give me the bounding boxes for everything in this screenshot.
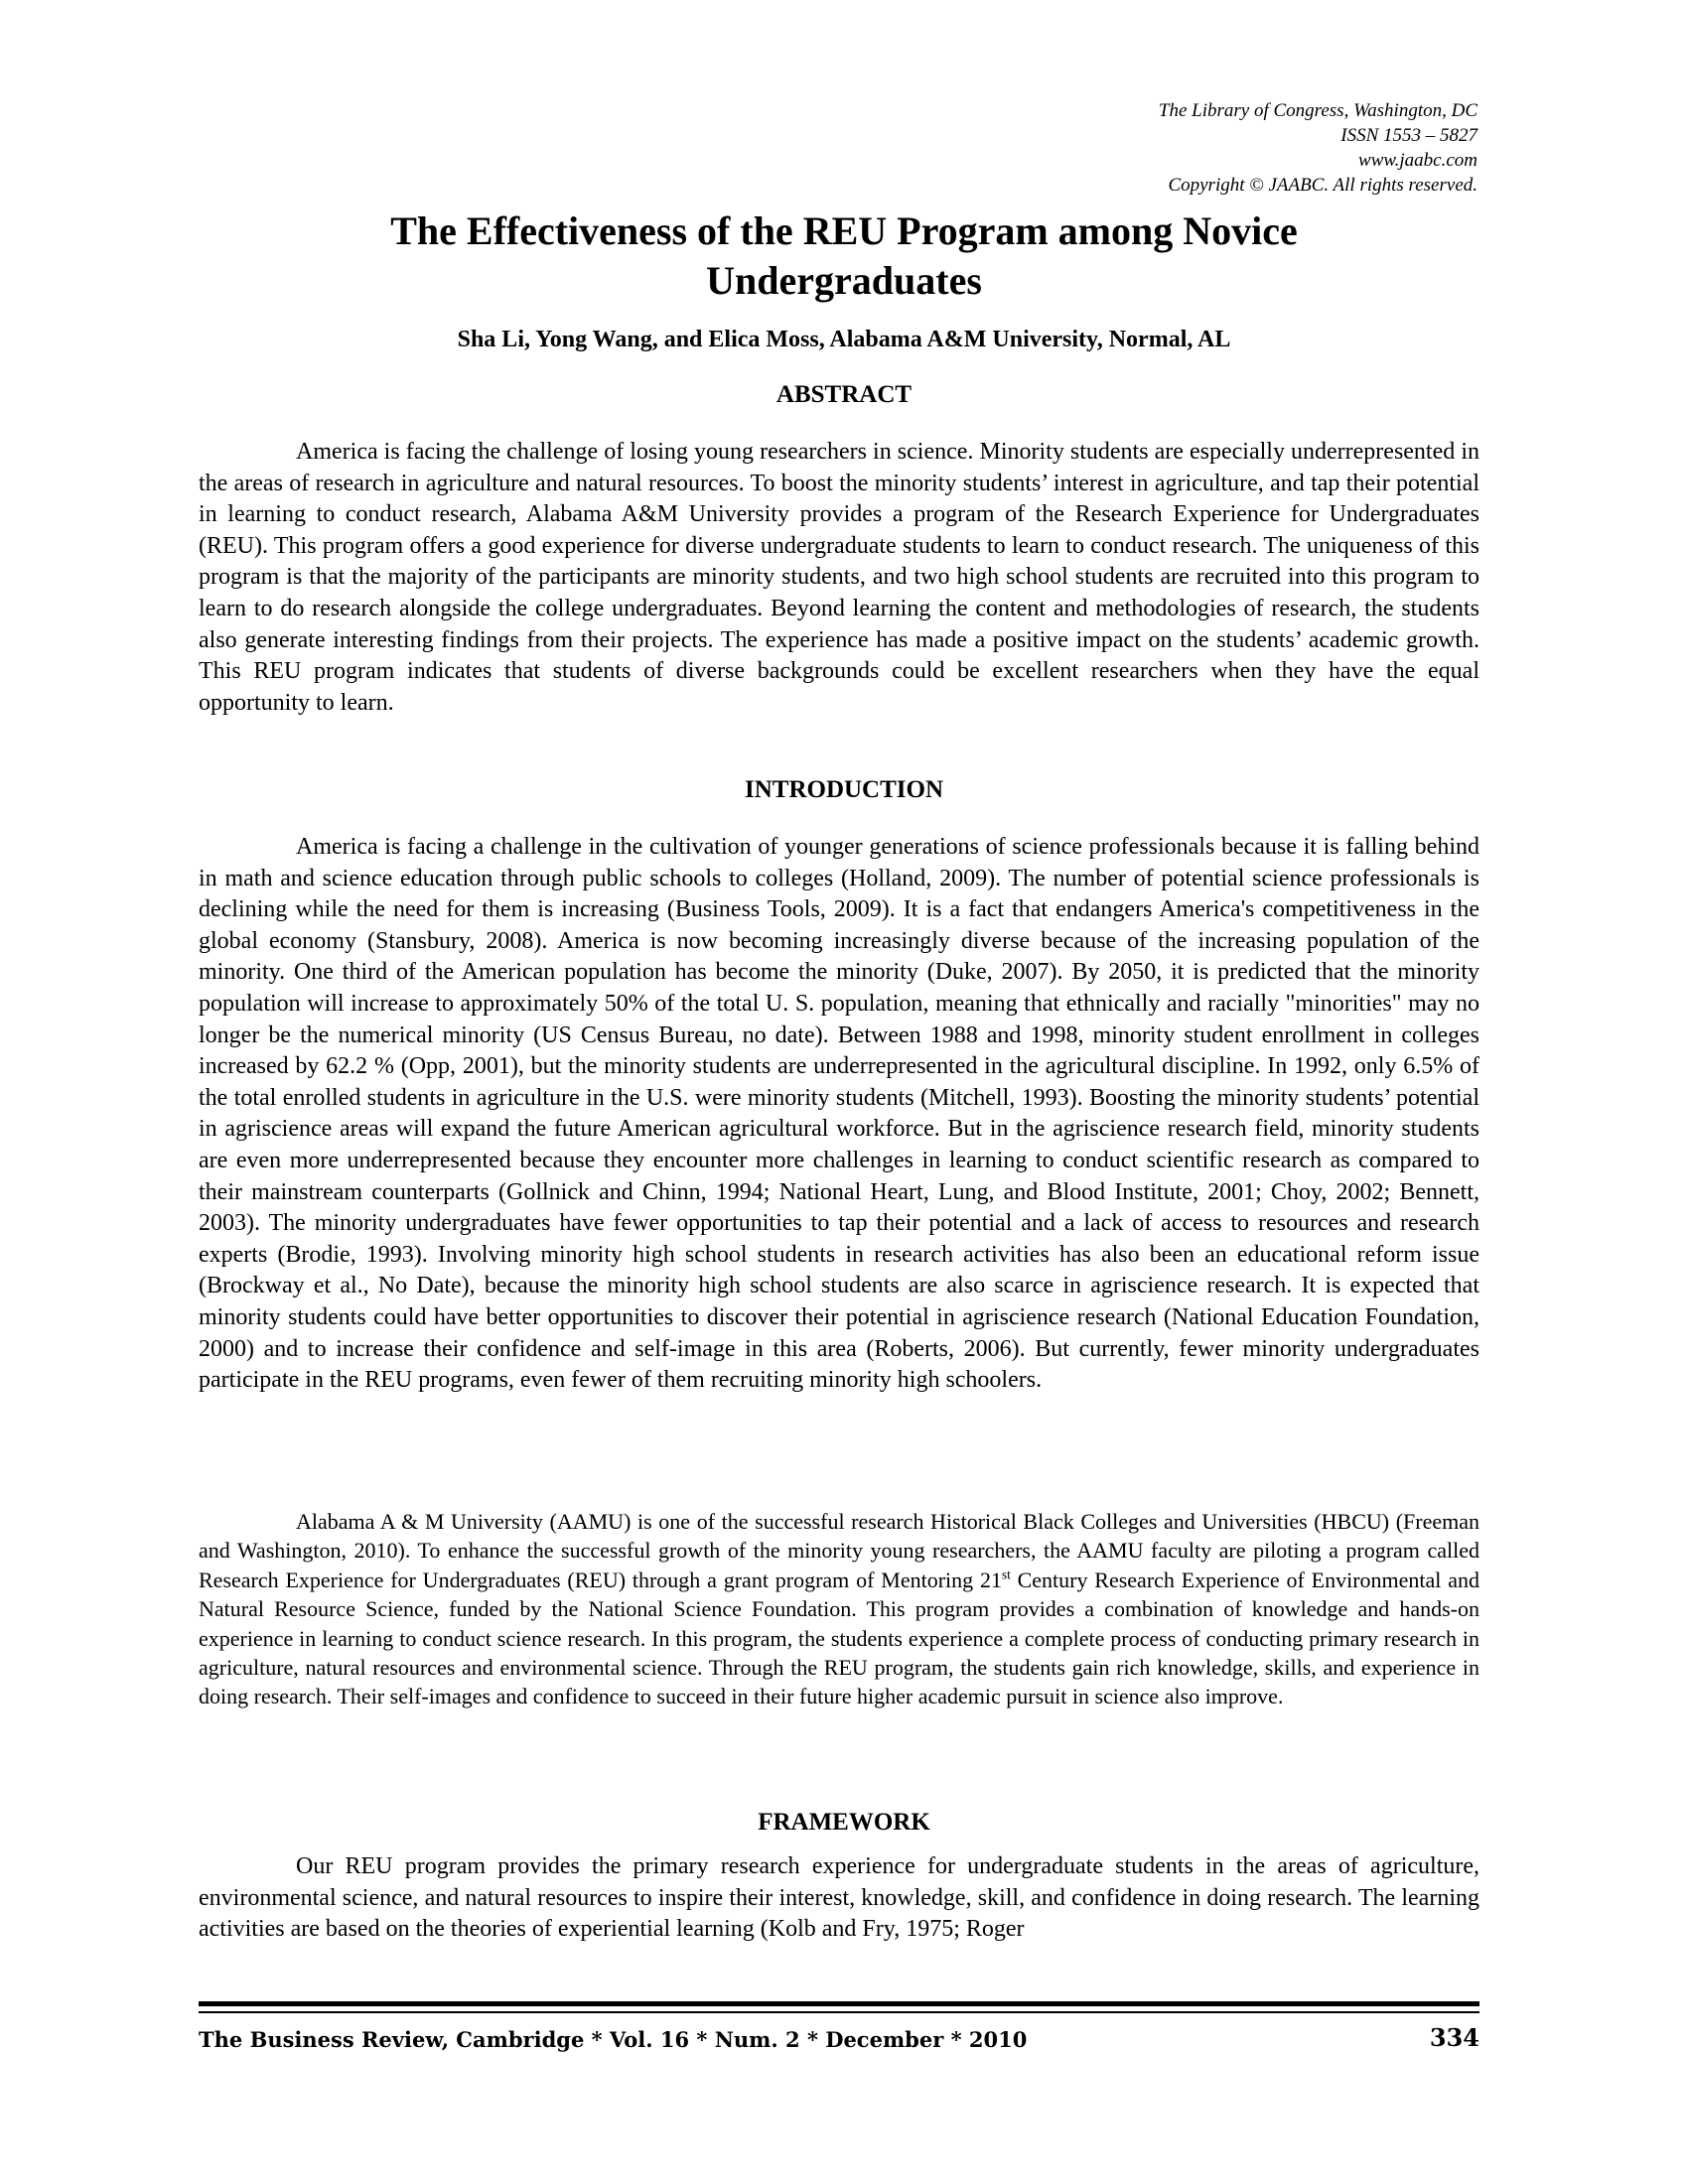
issn-line: ISSN 1553 – 5827 (1340, 125, 1477, 146)
article-title-line-2: Undergraduates (706, 258, 982, 303)
article-title-line-1: The Effectiveness of the REU Program among Novice (390, 208, 1298, 253)
article-title (199, 206, 1489, 306)
introduction-heading: INTRODUCTION (744, 776, 944, 803)
abstract-heading: ABSTRACT (775, 381, 913, 408)
website-line[interactable]: www.jaabc.com (1358, 150, 1477, 171)
copyright-line: Copyright © JAABC. All rights reserved. (1168, 175, 1477, 196)
framework-heading: FRAMEWORK (758, 1809, 930, 1836)
introduction-paragraph-1: America is facing a challenge in the cultivation of younger generations of science professionals because it is falling behind in math and science education through public schools to colleges (Holland, 2009). The number of potential science professionals is declining while the need for them is increasing (Business Tools, 2009). It is a fact that endangers America's competitiveness in the global economy (Stansbury, 2008). America is now becoming increasingly diverse because of the increasing population of the minority. One third of the American population has become the minority (Duke, 2007). By 2050, it is predicted that the minority population will increase to approximately 50% of the total U. S. population, meaning that ethnically and racially "minorities" may no longer be the numerical minority (US Census Bureau, no date). Between 1988 and 1998, minority student enrollment in colleges increased by 62.2 % (Opp, 2001), but the minority students are underrepresented in the agricultural discipline. In 1992, only 6.5% of the total enrolled students in agriculture in the U.S. were minority students (Mitchell, 1993). Boosting the minority students’ potential in agriscience areas will expand the future American agricultural workforce. But in the agriscience research field, minority students are even more underrepresented because they encounter more challenges in learning to conduct scientific research as compared to their mainstream counterparts (Gollnick and Chinn, 1994; National Heart, Lung, and Blood Institute, 2001; Choy, 2002; Bennett, 2003). The minority undergraduates have fewer opportunities to tap their potential and a lack of access to resources and research experts (Brodie, 1993). Involving minority high school students in research activities has also been an educational reform issue (Brockway et al., No Date), because the minority high school students are also scarce in agriscience research. It is expected that minority students could have better opportunities to discover their potential in agriscience research (National Education Foundation, 2000) and to increase their confidence and self-image in this area (Roberts, 2006). But currently, fewer minority undergraduates participate in the REU programs, even fewer of them recruiting minority high schoolers. (199, 834, 1479, 1394)
superscript-st: st (1001, 1567, 1011, 1582)
footer-journal-citation: The Business Review, Cambridge * Vol. 16 * Num. 2 * December * 2010 (199, 2027, 1028, 2052)
framework-text: Our REU program provides the primary research experience for undergraduate students in the areas of agriculture, environmental science, and natural resources to inspire their interest, knowledge, skill, and confidence in doing research. The learning activities are based on the theories of experiential learning (Kolb and Fry, 1975; Roger (199, 1853, 1479, 1943)
publisher-line: The Library of Congress, Washington, DC (1158, 100, 1477, 121)
journal-header-meta (1159, 98, 1477, 198)
abstract-text: America is facing the challenge of losing young researchers in science. Minority students are especially underrepresented in the areas of research in agriculture and natural resources. To boost the minority students’ interest in agriculture, and tap their potential in learning to conduct research, Alabama A&M University provides a program of the Research Experience for Undergraduates (REU). This program offers a good experience for diverse undergraduate students to learn to conduct research. The uniqueness of this program is that the majority of the participants are minority students, and two high school students are recruited into this program to learn to do research alongside the college undergraduates. Beyond learning the content and methodologies of research, the students also generate interesting findings from their projects. The experience has made a positive impact on the students’ academic growth. This REU program indicates that students of diverse backgrounds could be excellent researchers when they have the equal opportunity to learn. (199, 439, 1479, 716)
introduction-paragraph-2-part-2: Century Research Experience of Environmental and Natural Resource Science, funded by the National Science Foundation. This program provides a combination of knowledge and hands-on experience in learning to conduct science research. In this program, the students experience a complete process of conducting primary research in agriculture, natural resources and environmental science. Through the REU program, the students gain rich knowledge, skills, and experience in doing research. Their self-images and confidence to succeed in their future higher academic pursuit in science also improve. (199, 1567, 1479, 1709)
introduction-paragraph-2-part-1: Alabama A & M University (AAMU) is one of the successful research Historical Black Colleges and Universities (HBCU) (Freeman and Washington, 2010). To enhance the successful growth of the minority young researchers, the AAMU faculty are piloting a program called Research Experience for Undergraduates (REU) through a grant program of Mentoring 21 (199, 1509, 1479, 1592)
footer-divider-thick (199, 2001, 1479, 2006)
page-number: 334 (1429, 2023, 1479, 2052)
footer-divider-thin (199, 2011, 1479, 2013)
article-authors: Sha Li, Yong Wang, and Elica Moss, Alabama A&M University, Normal, AL (457, 327, 1231, 352)
introduction-paragraph-2 (199, 1507, 1479, 1711)
